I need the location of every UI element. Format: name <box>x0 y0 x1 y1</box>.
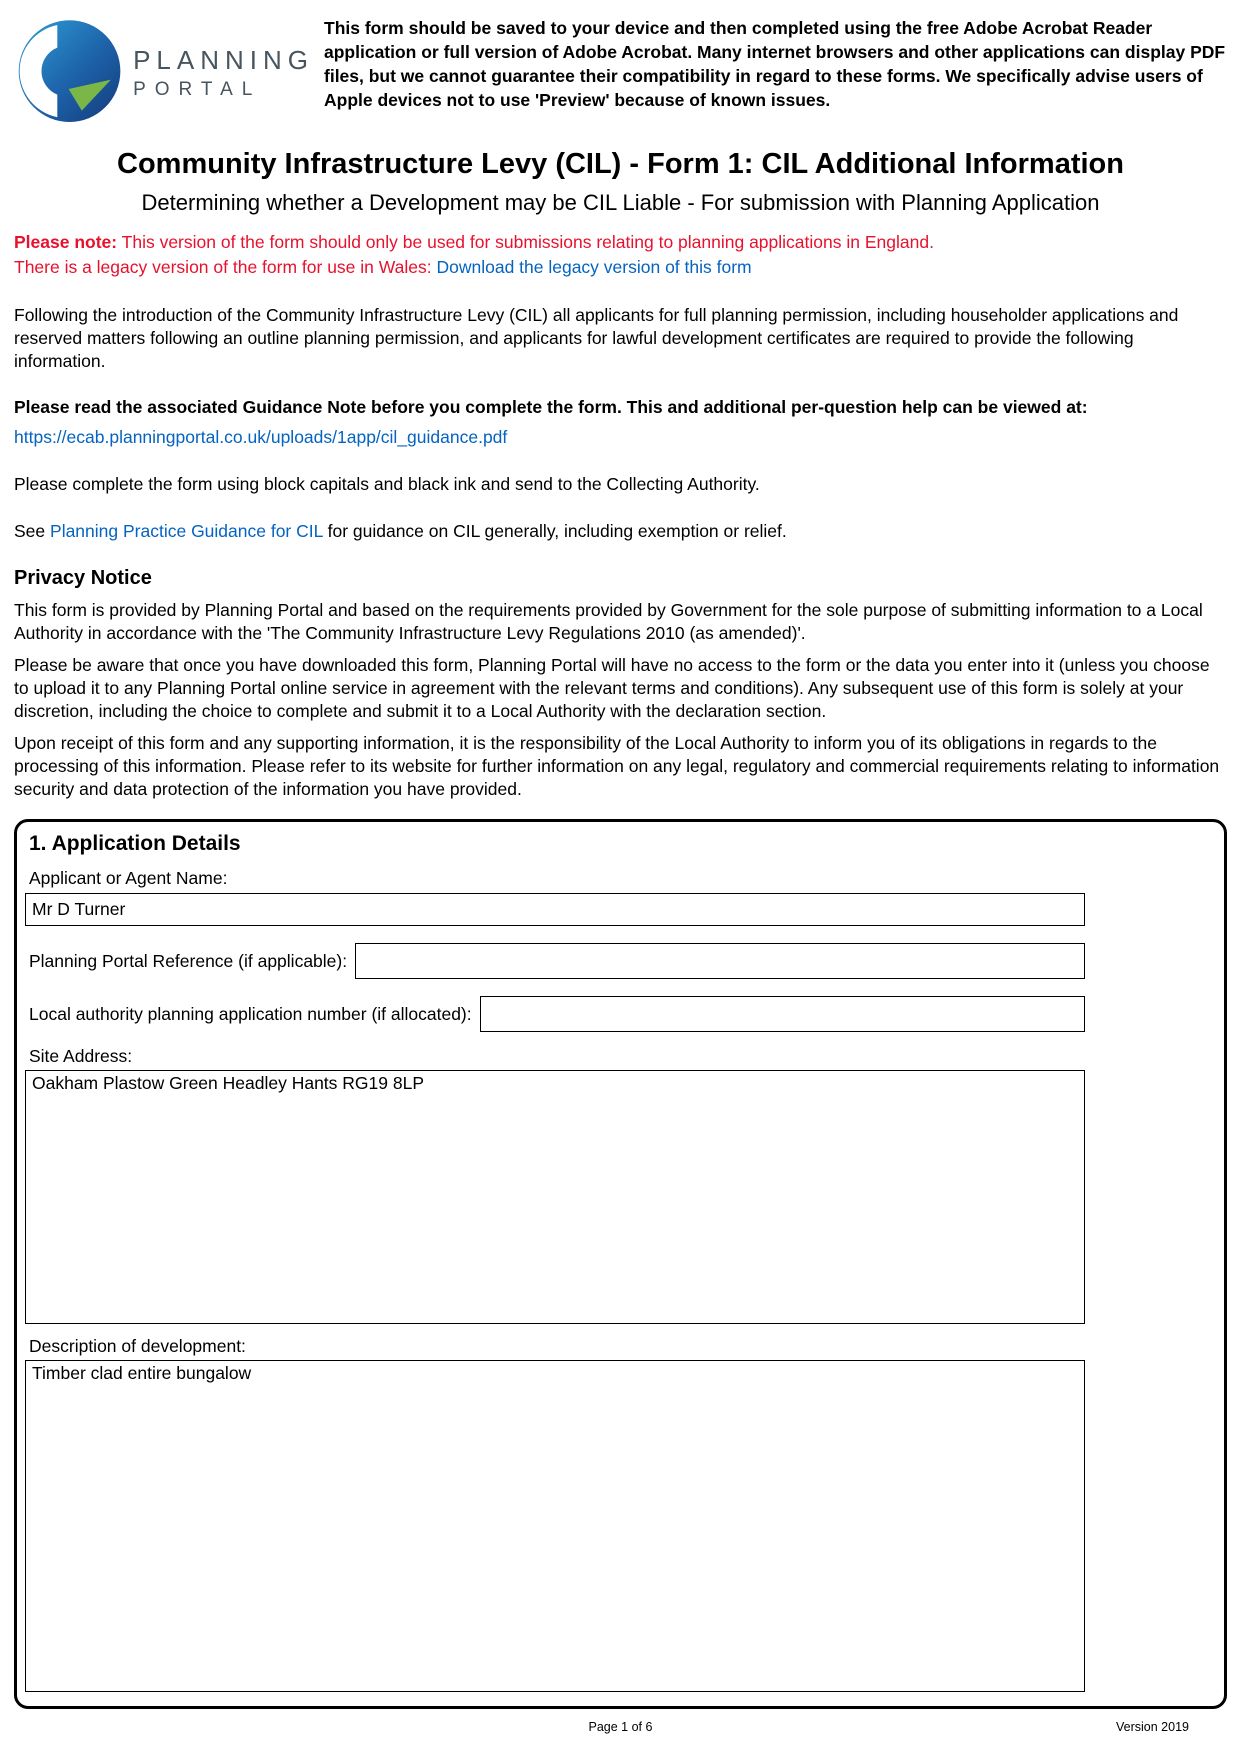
site-address-textarea[interactable] <box>25 1070 1085 1324</box>
applicant-name-label: Applicant or Agent Name: <box>29 868 228 888</box>
guidance-note-text: Please read the associated Guidance Note before you complete the form. This and additional per-question help can be viewed at: <box>14 397 1088 417</box>
planning-portal-wordmark <box>133 45 314 101</box>
england-note-text: This version of the form should only be used for submissions relating to planning applications in England. <box>121 232 934 252</box>
please-note-label: Please note: <box>14 232 118 252</box>
planning-portal-logo <box>14 12 314 132</box>
wales-legacy-text: There is a legacy version of the form for use in Wales: <box>14 257 432 277</box>
site-address-row <box>25 1046 1085 1324</box>
acrobat-compatibility-notice: This form should be saved to your device and then completed using the free Adobe Acrobat Reader application or full version of Adobe Acrobat. Many internet browsers and other applications can display PDF files, but we cannot guarantee their compatibility in regard to these forms. We specifically advise users of Apple devices not to use 'Preview' because of known issues. <box>324 18 1226 110</box>
header <box>14 12 1227 132</box>
logo-text-portal: PORTAL <box>133 79 262 100</box>
page-footer <box>0 1720 1241 1740</box>
planning-portal-globe-icon <box>14 14 125 132</box>
portal-reference-label: Planning Portal Reference (if applicable): <box>29 950 348 971</box>
lpa-number-input[interactable] <box>480 996 1085 1032</box>
applicant-name-input[interactable] <box>25 893 1085 926</box>
portal-reference-row <box>25 943 1085 979</box>
see-prefix: See <box>14 521 46 541</box>
see-guidance-line <box>14 520 1227 543</box>
intro-paragraph: Following the introduction of the Community Infrastructure Levy (CIL) all applicants for full planning permission, including householder applications and reserved matters following an outline planning permission, and applicants for lawful development certificates are required to provide the following information. <box>14 305 1179 371</box>
lpa-number-row <box>25 996 1085 1032</box>
block-capitals-note: Please complete the form using block capitals and black ink and send to the Collecting Authority. <box>14 474 760 494</box>
privacy-paragraph-3: Upon receipt of this form and any supporting information, it is the responsibility of the Local Authority to inform you of its obligations in regards to the processing of this information. Please refer to its website for further information on any legal, regulatory and commercial requirements relating to information security and data protection of the information you have provided. <box>14 733 1220 799</box>
site-address-label: Site Address: <box>29 1046 133 1066</box>
page-title: Community Infrastructure Levy (CIL) - Form 1: CIL Additional Information <box>117 148 1124 180</box>
planning-practice-guidance-link[interactable]: Planning Practice Guidance for CIL <box>50 521 323 541</box>
england-only-note <box>14 230 1227 280</box>
page-subtitle: Determining whether a Development may be CIL Liable - For submission with Planning Application <box>141 190 1100 215</box>
application-details-section <box>14 819 1227 1709</box>
page-number: Page 1 of 6 <box>588 1720 653 1734</box>
applicant-name-row <box>25 868 1085 926</box>
description-textarea[interactable] <box>25 1360 1085 1692</box>
lpa-number-label: Local authority planning application number (if allocated): <box>29 1003 472 1024</box>
guidance-pdf-link[interactable]: https://ecab.planningportal.co.uk/uploads/1app/cil_guidance.pdf <box>14 427 508 447</box>
section-1-heading: 1. Application Details <box>29 832 241 855</box>
legacy-form-link[interactable]: Download the legacy version of this form <box>436 257 752 277</box>
logo-text-planning: PLANNING <box>133 45 314 75</box>
version-label: Version 2019 <box>1116 1720 1189 1734</box>
privacy-paragraph-1: This form is provided by Planning Portal and based on the requirements provided by Government for the sole purpose of submitting information to a Local Authority in accordance with the 'The Community Infrastructure Levy Regulations 2010 (as amended)'. <box>14 600 1203 643</box>
see-suffix: for guidance on CIL generally, including exemption or relief. <box>327 521 787 541</box>
description-row <box>25 1336 1085 1692</box>
portal-reference-input[interactable] <box>355 943 1085 979</box>
description-label: Description of development: <box>29 1336 246 1356</box>
privacy-paragraph-2: Please be aware that once you have downloaded this form, Planning Portal will have no access to the form or the data you enter into it (unless you choose to upload it to any Planning Portal online service in agreement with the relevant terms and conditions). Any subsequent use of this form is solely at your discretion, including the choice to complete and submit it to a Local Authority with the declaration section. <box>14 655 1210 721</box>
privacy-notice-heading: Privacy Notice <box>14 567 152 589</box>
